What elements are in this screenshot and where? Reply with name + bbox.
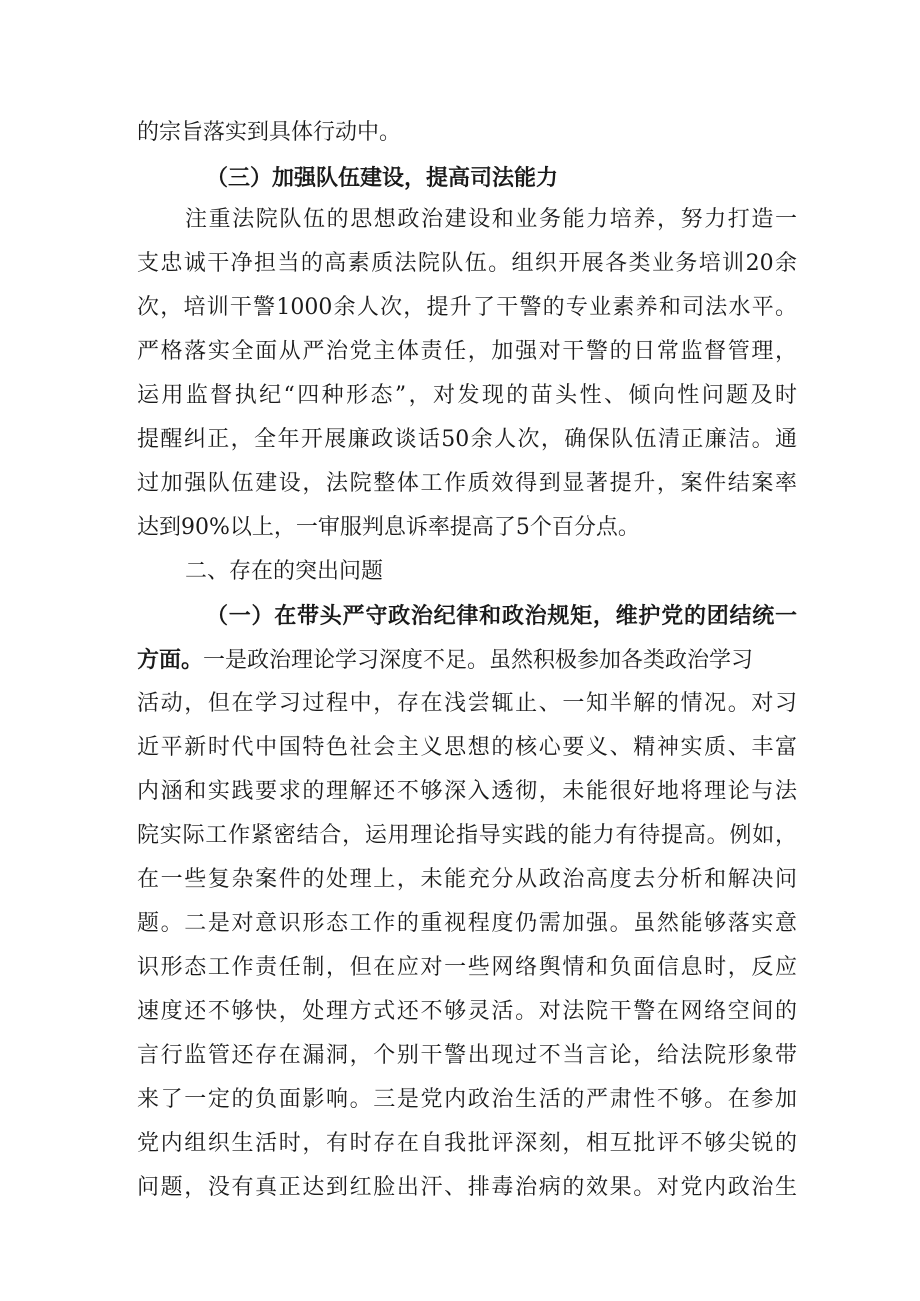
paragraph-line [137,642,797,678]
paragraph-line: 识形态工作责任制，但在应对一些网络舆情和负面信息时，反应 [137,955,797,980]
paragraph-line: 提醒纠正，全年开展廉政谈话50余人次，确保队伍清正廉洁。通 [137,427,797,452]
paragraph-line: 院实际工作紧密结合，运用理论指导实践的能力有待提高。例如， [137,823,797,848]
paragraph-line: 达到90%以上，一审服判息诉率提高了5个百分点。 [137,515,640,540]
subsection-heading-1: （一）在带头严守政治纪律和政治规矩，维护党的团结统一 [206,603,797,629]
paragraph-line: 问题，没有真正达到红脸出汗、排毒治病的效果。对党内政治生 [137,1175,797,1200]
section-heading-3: （三）加强队伍建设，提高司法能力 [206,165,559,191]
paragraph-line: 速度还不够快，处理方式还不够灵活。对法院干警在网络空间的 [137,999,797,1024]
paragraph-line: 近平新时代中国特色社会主义思想的核心要义、精神实质、丰富 [137,735,797,760]
paragraph-line: 严格落实全面从严治党主体责任，加强对干警的日常监督管理， [137,339,797,364]
paragraph-line: 题。二是对意识形态工作的重视程度仍需加强。虽然能够落实意 [137,911,797,936]
paragraph-line: 活动，但在学习过程中，存在浅尝辄止、一知半解的情况。对习 [137,691,797,716]
paragraph-line: 注重法院队伍的思想政治建设和业务能力培养，努力打造一 [185,207,797,232]
paragraph-line: 过加强队伍建设，法院整体工作质效得到显著提升，案件结案率 [137,471,797,496]
paragraph-line: 党内组织生活时，有时存在自我批评深刻，相互批评不够尖锐的 [137,1131,797,1156]
paragraph-text: 一是政治理论学习深度不足。虽然积极参加各类政治学习 [203,648,754,673]
paragraph-line: 内涵和实践要求的理解还不够深入透彻，未能很好地将理论与法 [137,779,797,804]
paragraph-line: 言行监管还存在漏洞，个别干警出现过不当言论，给法院形象带 [137,1043,797,1068]
paragraph-line: 在一些复杂案件的处理上，未能充分从政治高度去分析和解决问 [137,867,797,892]
paragraph-line: 运用监督执纪“四种形态”，对发现的苗头性、倾向性问题及时 [137,383,797,408]
paragraph-line: 来了一定的负面影响。三是党内政治生活的严肃性不够。在参加 [137,1087,797,1112]
paragraph-line: 的宗旨落实到具体行动中。 [137,120,402,145]
paragraph-line: 次，培训干警1000余人次，提升了干警的专业素养和司法水平。 [137,295,797,320]
paragraph-line: 支忠诚干净担当的高素质法院队伍。组织开展各类业务培训20余 [137,251,797,276]
subsection-heading-1-end: 方面。 [137,647,204,673]
section-heading-2: 二、存在的突出问题 [185,559,384,584]
